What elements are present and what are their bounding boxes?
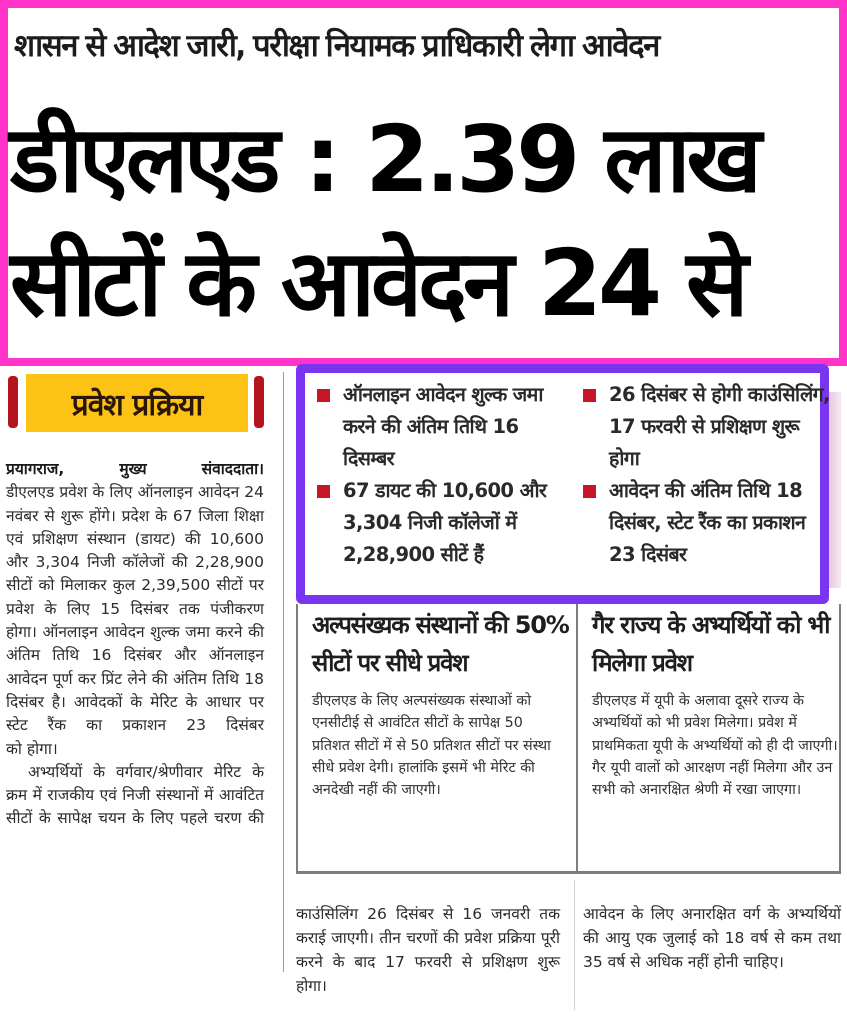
highlight-item — [581, 379, 831, 475]
highlight-text: ऑनलाइन आवेदन शुल्क जमा करने की अंतिम तिथि 16 दिसम्बर — [343, 383, 543, 470]
column-divider — [283, 372, 284, 972]
highlight-item — [315, 379, 565, 475]
article-paragraph-2: अभ्यर्थियों के वर्गवार/श्रेणीवार मेरिट के क्रम में राजकीय एवं निजी संस्थानों में आवंटित सीटों के सापेक्ष चयन के लिए पहले चरण की — [6, 762, 264, 828]
main-headline — [10, 98, 838, 346]
article-paragraph-1: डीएलएड प्रवेश के लिए ऑनलाइन आवेदन 24 नवंबर से शुरू होंगे। प्रदेश के 67 जिला शिक्षा एवं प्रशिक्षण संस्थान (डायट) की 10,600 और 3,304 निजी कॉलेजों की 2,28,900 सीटों को मिलाकर कुल 2,39,500 सीटों पर प्रवेश के लिए 15 दिसंबर तक पंजीकरण होगा। ऑनलाइन आवेदन शुल्क जमा करने की अंतिम तिथि 16 दिसंबर और ऑनलाइन आवेदन पूर्ण कर प्रिंट लेने की अंतिम तिथि 18 दिसंबर है। आवेदकों के मेरिट के आधार पर स्टेट रैंक का प्रकाशन 23 दिसंबर — [6, 483, 264, 735]
article-paragraph-1-end: को होगा। — [6, 739, 58, 758]
bullet-square-icon — [317, 485, 330, 498]
story-box-other-state — [576, 604, 841, 874]
kicker-headline: शासन से आदेश जारी, परीक्षा नियामक प्राधिकारी लेगा आवेदन — [14, 28, 659, 64]
highlight-text: 26 दिसंबर से होगी काउंसिलिंग, 17 फरवरी से प्रशिक्षण शुरू होगा — [609, 383, 830, 470]
story-title: गैर राज्य के अभ्यर्थियों को भी मिलेगा प्रवेश — [592, 611, 830, 677]
bullet-square-icon — [317, 389, 330, 402]
column-divider — [574, 880, 575, 1010]
bottom-right-text — [583, 902, 841, 974]
tag-cap-left — [8, 376, 18, 428]
highlight-item — [315, 475, 565, 571]
headline-box — [0, 0, 847, 366]
story-box-minority — [296, 604, 576, 874]
bottom-middle-text — [296, 902, 560, 998]
paragraph: आवेदन के लिए अनारक्षित वर्ग के अभ्यर्थियों की आयु एक जुलाई को 18 वर्ष से कम तथा 35 वर्ष से अधिक नहीं होनी चाहिए। — [583, 905, 841, 971]
left-column-article — [6, 458, 264, 831]
bullet-square-icon — [583, 389, 596, 402]
paragraph: काउंसिलिंग 26 दिसंबर से 16 जनवरी तक कराई जाएगी। तीन चरणों की प्रवेश प्रक्रिया पूरी करने के बाद 17 फरवरी से प्रशिक्षण शुरू होगा। — [296, 905, 560, 995]
section-tag-label: प्रवेश प्रक्रिया — [26, 374, 248, 432]
highlight-text: 67 डायट की 10,600 और 3,304 निजी कॉलेजों में 2,28,900 सीटें हैं — [343, 479, 547, 566]
highlights-column-2 — [581, 379, 831, 571]
highlights-column-1 — [315, 379, 565, 571]
main-headline-line1: डीएलएड : 2.39 लाख — [10, 106, 758, 213]
main-headline-line2: सीटों के आवेदन 24 से — [10, 230, 745, 337]
bullet-square-icon — [583, 485, 596, 498]
story-body: डीएलएड में यूपी के अलावा दूसरे राज्य के अभ्यर्थियों को भी प्रवेश मिलेगा। प्रवेश में प्राथमिकता यूपी के अभ्यर्थियों को ही दी जाएगी। गैर यूपी वालों को आरक्षण नहीं मिलेगा और उन सभी को अनारक्षित श्रेणी में रखा जाएगा। — [592, 693, 838, 799]
dateline: प्रयागराज, मुख्य संवाददाता। — [6, 460, 264, 478]
section-tag — [8, 374, 264, 432]
story-body: डीएलएड के लिए अल्पसंख्यक संस्थाओं को एनसीटीई से आवंटित सीटों के सापेक्ष 50 प्रतिशत सीटों में से 50 प्रतिशत सीटों पर संस्था सीधे प्रवेश देगी। हालांकि इसमें भी मेरिट की अनदेखी नहीं की जाएगी। — [312, 693, 551, 799]
highlight-item — [581, 475, 831, 571]
tag-cap-right — [254, 376, 264, 428]
highlight-text: आवेदन की अंतिम तिथि 18 दिसंबर, स्टेट रैंक का प्रकाशन 23 दिसंबर — [609, 479, 806, 566]
story-title: अल्पसंख्यक संस्थानों की 50% सीटों पर सीधे प्रवेश — [312, 611, 569, 677]
highlights-box — [296, 364, 829, 604]
